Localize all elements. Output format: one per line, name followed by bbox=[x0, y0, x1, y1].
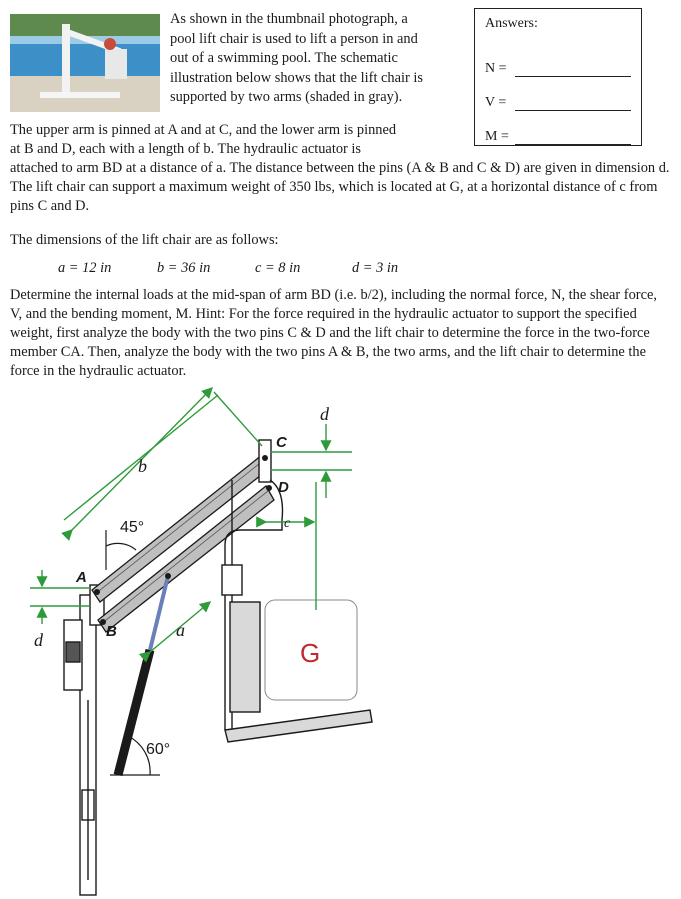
paragraph1-line2: at B and D, each with a length of b. The hydraulic actuator is bbox=[10, 141, 361, 157]
answer-n-field[interactable] bbox=[515, 76, 631, 77]
dimension-c: c = 8 in bbox=[255, 260, 301, 276]
lift-chair-schematic bbox=[0, 380, 681, 899]
answers-title: Answers: bbox=[485, 16, 538, 31]
intro-line: supported by two arms (shaded in gray). bbox=[170, 89, 403, 105]
answer-m-field[interactable] bbox=[515, 144, 631, 145]
dimensions-heading: The dimensions of the lift chair are as follows: bbox=[10, 232, 279, 248]
answer-v-label: V = bbox=[485, 95, 507, 110]
label-c: c bbox=[284, 516, 291, 531]
label-angle-60: 60° bbox=[146, 741, 171, 758]
intro-line: out of a swimming pool. The schematic bbox=[170, 50, 398, 66]
pin-a-label: A bbox=[76, 569, 87, 586]
pin-c bbox=[262, 455, 268, 461]
label-angle-45: 45° bbox=[120, 519, 145, 536]
problem-statement: Determine the internal loads at the mid-span of arm BD (i.e. b/2), including the normal force, N, the shear force, V, and the bending moment, M. Hint: For the force required in the hydraulic actuator to support the specified weight, first analyze the body with the two pins C & D and the lift chair to determine the force in the two-force member CA. Then, analyze the body with the two pins A & B, the two arms, and the lift chair to determine the force in the hydraulic actuator. bbox=[10, 287, 657, 379]
paragraph1-upper bbox=[10, 121, 470, 159]
dimension-d: d = 3 in bbox=[352, 260, 399, 276]
pin-a bbox=[94, 589, 100, 595]
answer-v-field[interactable] bbox=[515, 110, 631, 111]
pin-b bbox=[100, 619, 106, 625]
label-d-left: d bbox=[34, 630, 43, 650]
label-d-top: d bbox=[320, 404, 329, 424]
pool-lift-photo bbox=[10, 14, 160, 112]
pin-d-label: D bbox=[278, 479, 289, 496]
label-a: a bbox=[176, 620, 185, 640]
dimension-b: b = 36 in bbox=[157, 260, 211, 276]
answer-m-label: M = bbox=[485, 129, 509, 144]
intro-line: As shown in the thumbnail photograph, a bbox=[170, 11, 408, 27]
intro-line: pool lift chair is used to lift a person in and bbox=[170, 30, 418, 47]
base-mast bbox=[64, 585, 104, 895]
intro-line: illustration below shows that the lift chair is bbox=[170, 69, 423, 86]
answer-n-label: N = bbox=[485, 61, 507, 76]
pin-b-label: B bbox=[106, 623, 117, 640]
label-g: G bbox=[300, 638, 321, 668]
dimension-a: a = 12 in bbox=[58, 260, 112, 276]
intro-paragraph bbox=[170, 10, 470, 108]
pin-c-label: C bbox=[276, 434, 287, 451]
paragraph1-line1: The upper arm is pinned at A and at C, and the lower arm is pinned bbox=[10, 122, 397, 138]
upper-arm bbox=[92, 455, 270, 602]
answers-box bbox=[474, 8, 642, 146]
paragraph1-continued: attached to arm BD at a distance of a. The distance between the pins (A & B and C & D) are given in dimension d. The lift chair can support a maximum weight of 350 lbs, which is located at G, at a horizontal distance of c from pins C and D. bbox=[10, 160, 670, 214]
pin-d bbox=[266, 485, 272, 491]
label-b: b bbox=[138, 456, 147, 476]
